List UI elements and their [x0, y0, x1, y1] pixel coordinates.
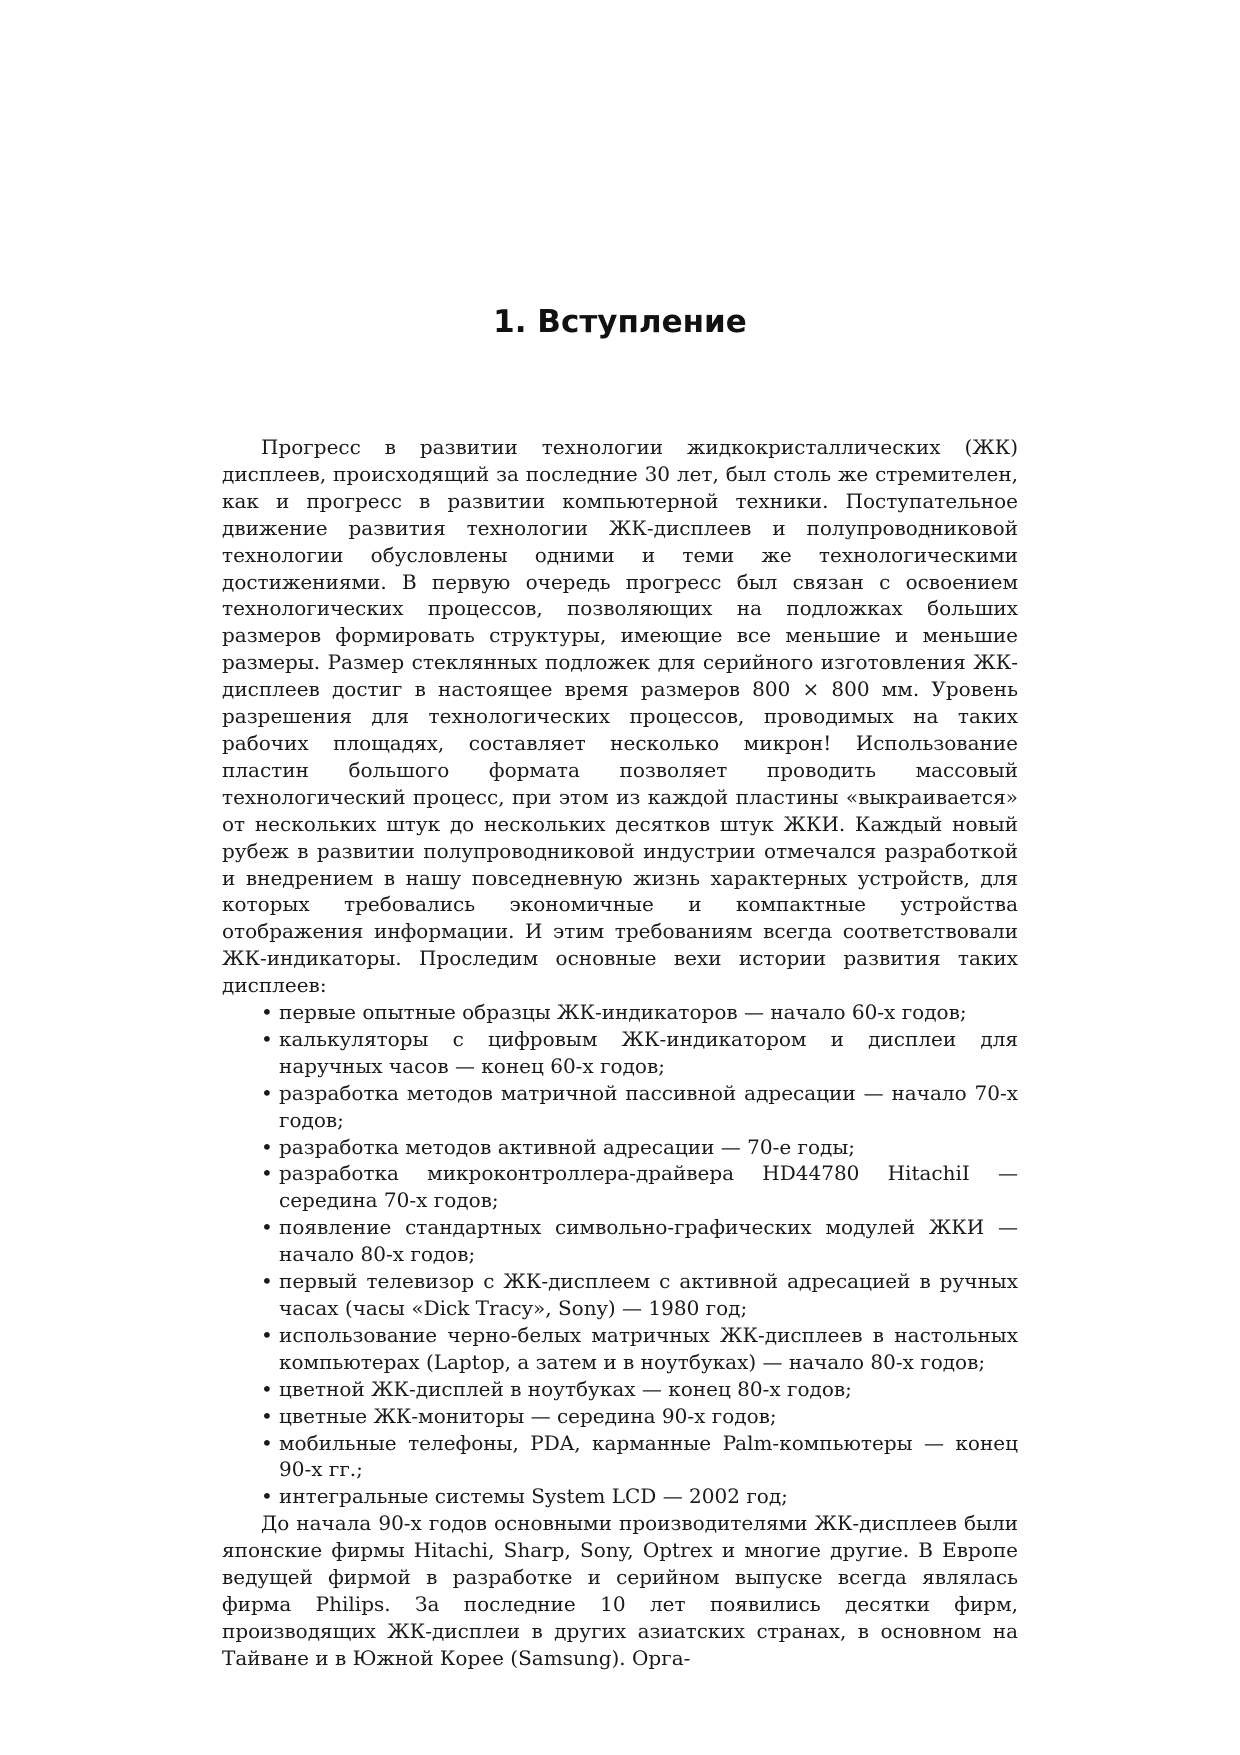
chapter-title: 1. Вступление: [493, 304, 747, 340]
list-item: • появление стандартных символьно-графических модулей ЖКИ — начало 80-х годов;: [261, 1214, 1018, 1268]
list-item: • разработка микроконтроллера-драйвера HD44780 HitachiI — середина 70-х годов;: [261, 1160, 1018, 1214]
outro-paragraph: До начала 90-х годов основными производителями ЖК-дисплеев были японские фирмы Hitachi, Sharp, Sony, Optrex и многие другие. В Европе ведущей фирмой в разработке и серийном выпуске всегда являлась фирма Philips. За последние 10 лет появились десятки фирм, производящих ЖК-дисплеи в других азиатских странах, в основном на Тайване и в Южной Корее (Samsung). Орга-: [222, 1511, 1018, 1670]
intro-paragraph: Прогресс в развитии технологии жидкокристаллических (ЖК) дисплеев, происходящий за последние 30 лет, был столь же стремителен, как и прогресс в развитии компьютерной техники. Поступательное движение развития технологии ЖК-дисплеев и полупроводниковой технологии обусловлены одними и теми же технологическими достижениями. В первую очередь прогресс был связан с освоением технологических процессов, позволяющих на подложках больших размеров формировать структуры, имеющие все меньшие и меньшие размеры. Размер стеклянных подложек для серийного изготовления ЖК-дисплеев достиг в настоящее время размеров 800 × 800 мм. Уровень разрешения для технологических процессов, проводимых на таких рабочих площадях, составляет несколько микрон! Использование пластин большого формата позволяет проводить массовый технологический процесс, при этом из каждой пластины «выкраивается» от нескольких штук до нескольких десятков штук ЖКИ. Каждый новый рубеж в развитии полупроводниковой индустрии отмечался разработкой и внедрением в нашу повседневную жизнь характерных устройств, для которых требовались экономичные и компактные устройства отображения информации. И этим требованиям всегда соответствовали ЖК-индикаторы. Проследим основные вехи истории развития таких дисплеев:: [222, 435, 1018, 998]
list-item: • разработка методов активной адресации — 70-е годы;: [261, 1134, 1018, 1161]
list-item: • цветной ЖК-дисплей в ноутбуках — конец 80-х годов;: [261, 1376, 1018, 1403]
list-item: • интегральные системы System LCD — 2002 год;: [261, 1483, 1018, 1510]
list-item: • разработка методов матричной пассивной адресации — начало 70-х годов;: [261, 1080, 1018, 1134]
milestones-list: [222, 999, 1018, 1510]
list-item: • первый телевизор с ЖК-дисплеем с активной адресацией в ручных часах (часы «Dick Tracy», Sony) — 1980 год;: [261, 1268, 1018, 1322]
list-item: • первые опытные образцы ЖК-индикаторов — начало 60-х годов;: [261, 999, 1018, 1026]
page-body: [222, 434, 1018, 1672]
list-item: • цветные ЖК-мониторы — середина 90-х годов;: [261, 1403, 1018, 1430]
list-item: • мобильные телефоны, PDA, карманные Palm-компьютеры — конец 90-х гг.;: [261, 1430, 1018, 1484]
list-item: • использование черно-белых матричных ЖК-дисплеев в настольных компьютерах (Laptop, а затем и в ноутбуках) — начало 80-х годов;: [261, 1322, 1018, 1376]
list-item: • калькуляторы с цифровым ЖК-индикатором и дисплеи для наручных часов — конец 60-х годов;: [261, 1026, 1018, 1080]
